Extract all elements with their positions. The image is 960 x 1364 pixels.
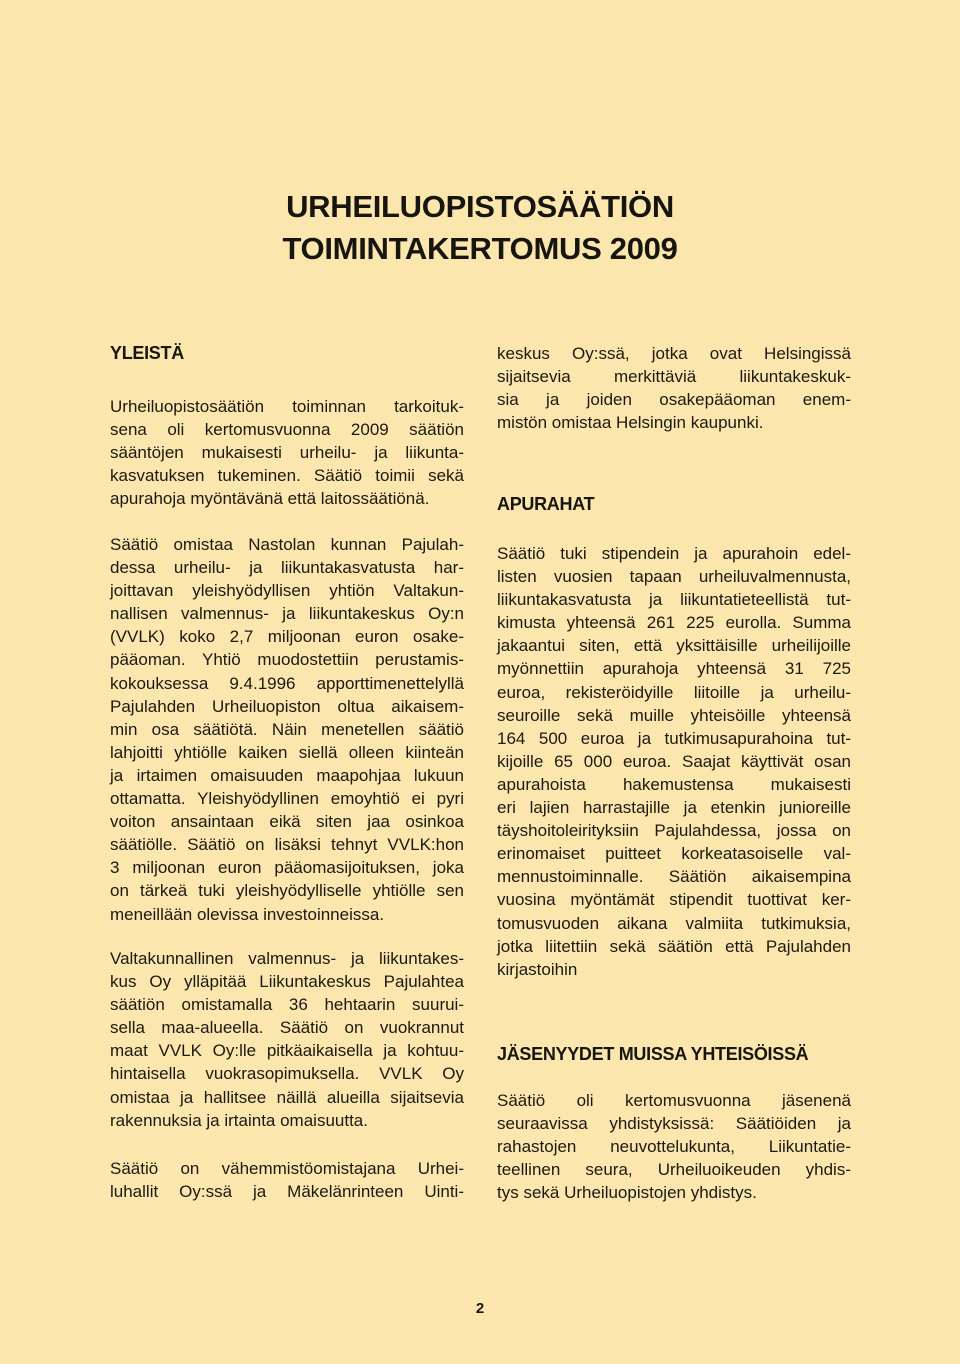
text-line: euroa, rekisteröidyille liitoille ja urheilu- (497, 682, 851, 702)
text-line: erinomaiset puitteet korkeatasoiselle val- (497, 844, 851, 864)
text-line: teellinen seura, Urheiluoikeuden yhdis- (497, 1160, 851, 1180)
text-line: tys sekä Urheiluopistojen yhdistys. (497, 1183, 757, 1203)
text-line: lahjoitti yhtiölle kaiken siellä olleen kiinteän (110, 742, 464, 762)
text-line: meneillään olevissa investoinneissa. (110, 904, 385, 924)
text-line: seuraavissa yhdistyksissä: Säätiöiden ja (497, 1114, 851, 1134)
text-line: dessa urheilu- ja liikuntakasvatusta har- (110, 558, 464, 578)
text-line: voiton ansaintaan eikä siten jaa osinkoa (110, 812, 464, 832)
text-line: min osa säätiötä. Näin menetellen säätiö (110, 719, 464, 739)
text-line: täyshoitoleirityksiin Pajulahdessa, jossa on (497, 821, 851, 841)
text-line: ottamatta. Yleishyödyllinen emoyhtiö ei pyri (110, 789, 464, 809)
text-line: myönnettiin apurahoja yhteensä 31 725 (497, 659, 851, 679)
text-line: sääntöjen mukaisesti urheilu- ja liikunta- (110, 443, 464, 463)
text-line: Valtakunnallinen valmennus- ja liikuntakes- (110, 949, 464, 968)
text-line: jotka liitettiin sekä säätiön että Pajulahden (497, 936, 851, 956)
text-line: kirjastoihin (497, 959, 578, 979)
right-paragraph-apurahat (497, 542, 851, 981)
text-line: (VVLK) koko 2,7 miljoonan euron osake- (110, 627, 464, 647)
section-heading-yleista: YLEISTÄ (110, 343, 184, 363)
text-line: 164 500 euroa ja tutkimusapurahoina tut- (497, 728, 851, 748)
text-line: säätiölle. Säätiö on lisäksi tehnyt VVLK:hon (110, 835, 464, 855)
left-paragraph-3 (110, 947, 464, 1132)
text-line: jakaantui siten, että yksittäisille urheilijoille (497, 636, 851, 656)
section-heading-jasenyydet: JÄSENYYDET MUISSA YHTEISÖISSÄ (497, 1044, 809, 1064)
text-line: seuroille sekä muille yhteisöille yhteensä (497, 705, 851, 725)
text-line: apurahoja myöntävänä että laitossäätiönä. (110, 489, 430, 509)
text-line: kasvatuksen tukeminen. Säätiö toimii sekä (110, 466, 464, 486)
text-line: Säätiö on vähemmistöomistajana Urhei- (110, 1159, 464, 1178)
text-line: sena oli kertomusvuonna 2009 säätiön (110, 420, 464, 440)
text-line: liikuntakasvatusta ja liikuntatieteellistä tut- (497, 590, 851, 610)
text-line: kokouksessa 9.4.1996 apporttimenettelyllä (110, 673, 464, 693)
document-title-line-2: TOIMINTAKERTOMUS 2009 (282, 231, 678, 266)
text-line: mistön omistaa Helsingin kaupunki. (497, 413, 764, 433)
text-line: rahastojen neuvottelukunta, Liikuntatie- (497, 1137, 851, 1157)
text-line: kus Oy ylläpitää Liikuntakeskus Pajulahtea (110, 972, 464, 992)
text-line: Urheiluopistosäätiön toiminnan tarkoituk- (110, 397, 464, 416)
text-line: mennustoiminnalle. Säätiön aikaisempina (497, 867, 851, 887)
text-line: Säätiö oli kertomusvuonna jäsenenä (497, 1091, 851, 1110)
right-paragraph-jasenyydet (497, 1089, 851, 1204)
page-number: 2 (475, 1300, 485, 1317)
document-title-line-1: URHEILUOPISTOSÄÄTIÖN (286, 189, 674, 224)
text-line: Säätiö tuki stipendein ja apurahoin edel- (497, 544, 851, 563)
left-paragraph-1 (110, 395, 464, 510)
text-line: sia ja joiden osakepääoman enem- (497, 390, 851, 410)
text-line: nallisen valmennus- ja liikuntakeskus Oy:n (110, 604, 464, 624)
text-line: vuosina myöntämät stipendit tuottivat ker- (497, 890, 851, 910)
text-line: säätiön omistamalla 36 hehtaarin suurui- (110, 995, 464, 1015)
text-line: 3 miljoonan euron pääomasijoituksen, joka (110, 858, 464, 878)
text-line: kijoille 65 000 euroa. Saajat käyttivät osan (497, 751, 851, 771)
text-line: Pajulahden Urheiluopiston oltua aikaisem- (110, 696, 464, 716)
section-heading-apurahat: APURAHAT (497, 494, 595, 514)
text-line: listen vuosien tapaan urheiluvalmennusta, (497, 567, 851, 587)
text-line: apurahoista hakemustensa mukaisesti (497, 774, 851, 794)
text-line: tomusvuoden aikana valmiita tutkimuksia, (497, 913, 851, 933)
text-line: rakennuksia ja irtainta omaisuutta. (110, 1110, 368, 1130)
text-line: keskus Oy:ssä, jotka ovat Helsingissä (497, 344, 851, 363)
text-line: ja irtaimen omaisuuden maapohjaa lukuun (110, 765, 464, 785)
text-line: joittavan yleishyödyllisen yhtiön Valtakun- (110, 581, 464, 601)
text-line: eri lajien harrastajille ja etenkin junioreille (497, 798, 851, 818)
text-line: hintaisella vuokrasopimuksella. VVLK Oy (110, 1064, 464, 1084)
text-line: luhallit Oy:ssä ja Mäkelänrinteen Uinti- (110, 1182, 464, 1202)
left-paragraph-4 (110, 1157, 464, 1203)
text-line: omistaa ja hallitsee näillä alueilla sijaitsevia (110, 1087, 464, 1107)
text-line: maat VVLK Oy:lle pitkäaikaisella ja kohtuu- (110, 1041, 464, 1061)
left-paragraph-2 (110, 533, 464, 926)
right-paragraph-continuation (497, 342, 851, 434)
text-line: sella maa-alueella. Säätiö on vuokrannut (110, 1018, 464, 1038)
text-line: kimusta yhteensä 261 225 eurolla. Summa (497, 613, 851, 633)
text-line: Säätiö omistaa Nastolan kunnan Pajulah- (110, 535, 464, 554)
text-line: on tärkeä tuki yleishyödylliselle yhtiölle sen (110, 881, 464, 901)
text-line: pääoman. Yhtiö muodostettiin perustamis- (110, 650, 464, 670)
text-line: sijaitsevia merkittäviä liikuntakeskuk- (497, 367, 851, 387)
